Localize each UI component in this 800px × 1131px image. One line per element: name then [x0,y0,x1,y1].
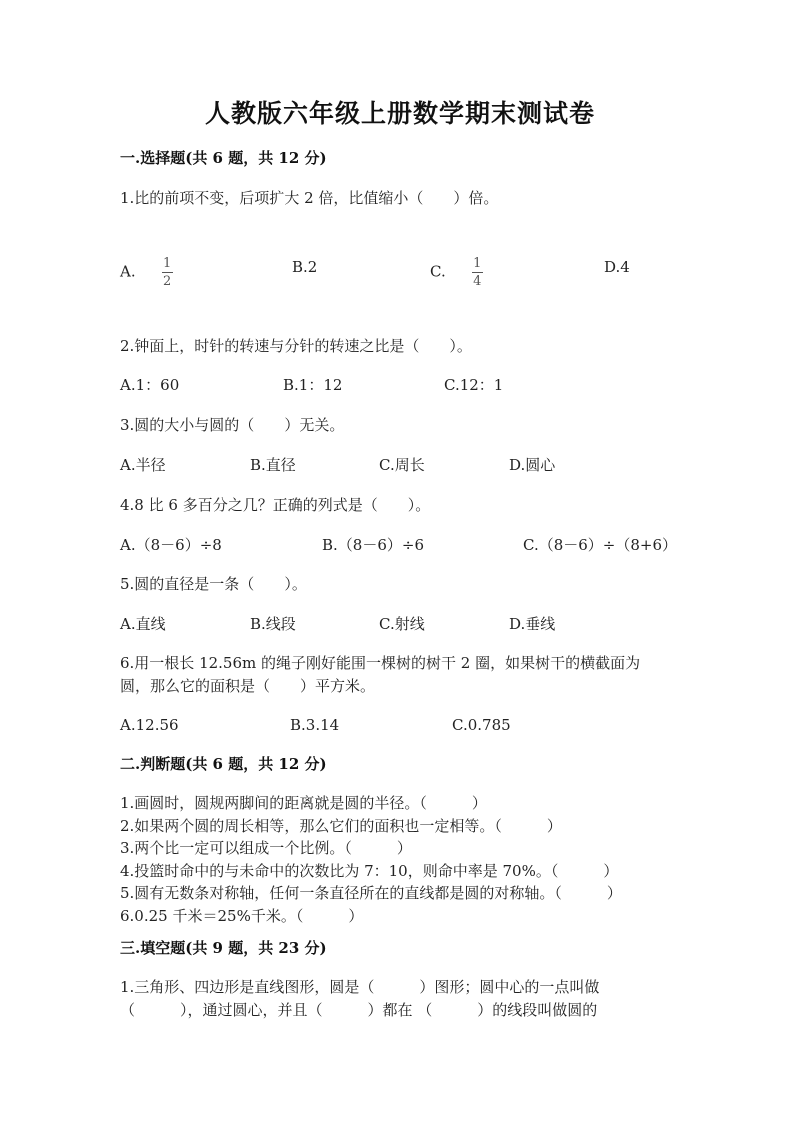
judge-item-1: 1.画圆时，圆规两脚间的距离就是圆的半径。（ ） [120,794,487,812]
question-2-option-a: A.1：60 [120,376,180,394]
question-3-option-d: D.圆心 [509,456,556,474]
question-3-option-b: B.直径 [250,456,296,474]
question-2-option-b: B.1：12 [283,376,343,394]
page-title: 人教版六年级上册数学期末测试卷 [204,99,595,128]
judge-item-2: 2.如果两个圆的周长相等，那么它们的面积也一定相等。（ ） [120,816,562,835]
question-6-option-c: C.0.785 [452,716,511,734]
fraction-numerator: 1 [162,256,172,271]
option-label: A. [120,262,136,281]
question-2-option-c: C.12：1 [444,376,504,394]
question-1-option-c [430,256,483,289]
judge-item-3: 3.两个比一定可以组成一个比例。（ ） [120,839,412,857]
option-label: C. [430,262,446,281]
fraction-one-half [162,256,173,289]
question-2-text: 2.钟面上，时针的转速与分针的转速之比是（ ）。 [120,337,472,355]
question-5-option-a: A.直线 [120,615,166,633]
question-6-text-line1: 6.用一根长 12.56m 的绳子刚好能围一棵树的树干 2 圈，如果树干的横截面为 [120,654,641,672]
judge-item-5: 5.圆有无数条对称轴，任何一条直径所在的直线都是圆的对称轴。（ ） [120,884,622,902]
fill-question-1-line2: （ ），通过圆心，并且（ ）都在 （ ）的线段叫做圆的 [120,1001,598,1019]
question-3-option-c: C.周长 [379,456,425,474]
judge-item-6: 6.0.25 千米＝25%千米。（ ） [120,906,364,925]
section-heading-choice: 一.选择题(共 6 题，共 12 分) [120,149,327,167]
question-4-text: 4.8 比 6 多百分之几？正确的列式是（ ）。 [120,496,431,514]
question-3-option-a: A.半径 [120,456,166,474]
question-6-option-b: B.3.14 [290,716,340,734]
section-heading-judge: 二.判断题(共 6 题，共 12 分) [120,755,327,773]
judge-list [120,792,622,927]
fraction-numerator: 1 [473,256,482,271]
question-5-option-d: D.垂线 [509,615,556,633]
fraction-one-quarter [472,256,483,289]
question-5-text: 5.圆的直径是一条（ ）。 [120,575,307,593]
question-1-option-b: B.2 [292,258,318,276]
question-4-option-a: A.（8－6）÷8 [120,536,222,554]
question-6-option-a: A.12.56 [120,716,179,734]
question-5-option-c: C.射线 [379,615,425,633]
section-heading-fill: 三.填空题(共 9 题，共 23 分) [120,939,327,957]
fill-question-1-line1: 1.三角形、四边形是直线图形，圆是（ ）图形；圆中心的一点叫做 [120,978,600,996]
question-6-text-line2: 圆，那么它的面积是（ ）平方米。 [120,677,376,695]
question-4-option-b: B.（8－6）÷6 [322,536,424,554]
fraction-denominator: 4 [473,274,482,289]
question-1-option-a [120,256,173,289]
judge-item-4: 4.投篮时命中的与未命中的次数比为 7：10，则命中率是 70%。（ ） [120,861,619,880]
question-4-option-c: C.（8－6）÷（8+6） [523,536,678,554]
fraction-denominator: 2 [162,274,172,289]
question-5-option-b: B.线段 [250,615,296,633]
question-3-text: 3.圆的大小与圆的（ ）无关。 [120,416,345,434]
question-1-text: 1.比的前项不变，后项扩大 2 倍，比值缩小（ ）倍。 [120,189,499,207]
question-1-option-d: D.4 [604,258,630,276]
